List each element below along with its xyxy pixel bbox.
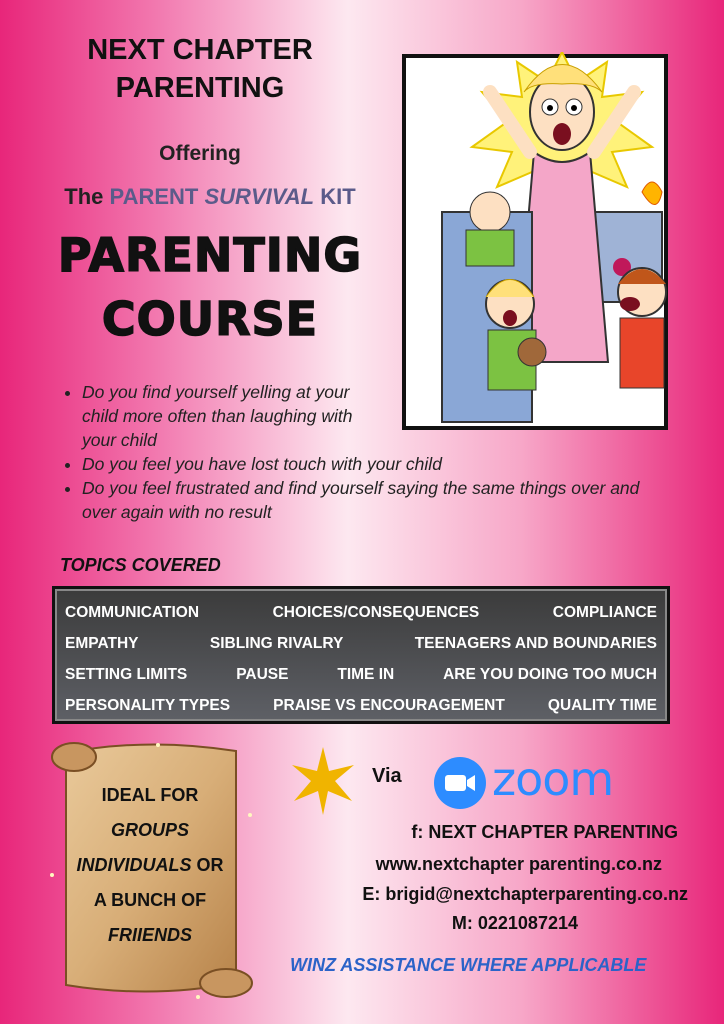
stressed-parent-illustration	[402, 52, 668, 432]
topic-item: TIME IN	[337, 665, 395, 683]
topic-item: EMPATHY	[65, 634, 139, 652]
winz-assistance-text: WINZ ASSISTANCE WHERE APPLICABLE	[290, 955, 647, 975]
topics-row	[65, 690, 657, 721]
scroll-text	[60, 778, 240, 953]
topic-item: QUALITY TIME	[547, 696, 657, 714]
zoom-camera-icon	[433, 756, 487, 815]
scroll-line	[60, 848, 240, 883]
topic-item: COMMUNICATION	[65, 603, 200, 621]
scroll-italic: INDIVIDUALS	[76, 855, 192, 875]
topic-item: PAUSE	[236, 665, 289, 683]
topic-item: SETTING LIMITS	[65, 665, 188, 683]
kit-suffix: KIT	[320, 184, 356, 209]
title-line-2: PARENTING	[115, 72, 285, 104]
scroll-line: IDEAL FOR	[101, 785, 199, 805]
kit-parent: PARENT	[109, 184, 199, 209]
topics-row	[65, 659, 657, 690]
zoom-logo-text: zoom	[492, 752, 614, 806]
topics-row	[65, 628, 657, 659]
email-link[interactable]: E: brigid@nextchapterparenting.co.nz	[362, 884, 688, 904]
kit-line	[30, 184, 390, 210]
topic-item: CHOICES/CONSEQUENCES	[272, 603, 480, 621]
topics-box	[52, 586, 670, 724]
scroll-line: GROUPS	[110, 820, 189, 840]
list-item: • Do you feel frustrated and find yourself saying the same things over and over again with no result	[82, 476, 642, 524]
website-link[interactable]: www.nextchapter parenting.co.nz	[375, 854, 662, 874]
topic-item: SIBLING RIVALRY	[209, 634, 344, 652]
question-list	[50, 380, 702, 524]
offering-text: Offering	[159, 142, 241, 165]
via-text: Via	[372, 765, 402, 787]
scroll-line: A BUNCH OF	[93, 890, 207, 910]
course-title-line-2: COURSE	[101, 292, 319, 346]
kit-prefix: The	[64, 184, 104, 209]
list-item: • Do you find yourself yelling at your child more often than laughing with your child	[82, 380, 372, 452]
list-item: • Do you feel you have lost touch with your child	[82, 452, 702, 476]
scroll-line: FRIIENDS	[107, 925, 192, 945]
topics-heading: TOPICS COVERED	[60, 555, 221, 575]
topics-row	[65, 597, 657, 628]
topic-item: TEENAGERS AND BOUNDARIES	[414, 634, 657, 652]
topic-item: PERSONALITY TYPES	[65, 696, 231, 714]
scroll-rest: OR	[191, 855, 224, 875]
phone-text: M: 0221087214	[451, 913, 578, 933]
topic-item: COMPLIANCE	[552, 603, 657, 621]
facebook-text: f: NEXT CHAPTER PARENTING	[411, 822, 678, 842]
title-line-1: NEXT CHAPTER	[87, 34, 313, 66]
topic-item: ARE YOU DOING TOO MUCH	[443, 665, 657, 683]
kit-survival: SURVIVAL	[204, 184, 315, 209]
star-icon	[288, 745, 358, 820]
course-title-line-1: PARENTING	[57, 228, 363, 282]
topic-item: PRAISE VS ENCOURAGEMENT	[273, 696, 505, 714]
